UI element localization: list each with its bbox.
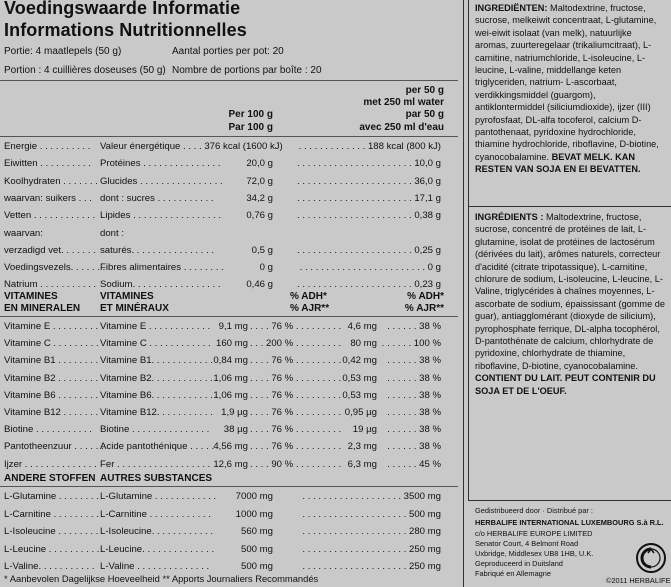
nutrient-row	[0, 261, 455, 275]
other-name-nl: L-Leucine . . . . . . . . . .	[4, 543, 100, 555]
serving-size-fr: Portion : 4 cuillières doseuses (50 g)	[4, 65, 166, 76]
vitamin-per50-pct: . . . . . . 100 %	[381, 338, 441, 350]
nutrient-per100: 72,0 g	[246, 175, 273, 187]
copyright: ©2011 HERBALIFE	[606, 576, 671, 585]
vitamin-per100-pct: . . . . 76 % . . . . . . . . .	[250, 321, 342, 332]
vitamin-per50-pct: . . . . . . 38 %	[387, 407, 441, 418]
vit-header-adh-2: % ADH*	[407, 291, 444, 302]
vit-header-ajr: % AJR**	[290, 303, 330, 314]
nutrient-name-nl: waarvan: suikers . . .	[4, 192, 92, 204]
vitamin-name-fr: Acide pantothénique . . . . .	[100, 441, 215, 453]
vitamin-per100-pct: . . . . 76 % . . . . . . . . .	[250, 372, 342, 384]
vitamin-row	[0, 458, 455, 472]
other-substance-row	[0, 525, 455, 539]
nutrient-row	[0, 244, 455, 258]
vitamin-row	[0, 337, 455, 351]
divider	[0, 136, 458, 137]
nutrient-name-fr: Glucides . . . . . . . . . . . . . . . .	[100, 175, 223, 187]
vitamin-per100-pct: . . . . 76 % . . . . . . . . .	[250, 407, 342, 418]
vit-header-nl-2: EN MINERALEN	[4, 303, 81, 314]
divider	[468, 206, 671, 207]
nutrient-name-fr: saturés. . . . . . . . . . . . . . . .	[100, 244, 215, 256]
vitamin-row	[0, 320, 455, 334]
vitamin-per100-pct: . . . . 76 % . . . . . . . . .	[250, 389, 342, 401]
vitamin-per100-pct: . . . . 76 % . . . . . . . . .	[250, 424, 342, 436]
vitamin-name-nl: Biotine . . . . . . . . . . .	[4, 424, 92, 436]
vitamin-per50-pct: . . . . . . 45 %	[387, 458, 441, 470]
vitamin-name-nl: Vitamine B6 . . . . . . . .	[4, 389, 99, 401]
vitamin-per50: 0,42 mg	[342, 355, 377, 367]
vitamin-per100: 4,56 mg	[213, 441, 248, 453]
nutrient-per50: . . . . . . . . . . . . . . . . . . . . . . 0,25 g	[297, 244, 441, 256]
servings-count-nl: Aantal porties per pot: 20	[172, 46, 284, 57]
vitamin-row	[0, 406, 455, 420]
vit-header-fr-2: ET MINÉRAUX	[100, 303, 169, 314]
ingredients-nl	[475, 2, 667, 176]
col-header-par50-1: par 50 g	[405, 109, 444, 120]
column-separator	[463, 0, 464, 587]
nutrient-per50: . . . . . . . . . . . . . . . . . . . . . . 36,0 g	[297, 175, 441, 187]
other-per100: 1000 mg	[235, 508, 273, 520]
nutrient-per50: . . . . . . . . . . . . . . . . . . . . . . 0,23 g	[297, 279, 441, 291]
col-header-per100-nl: Per 100 g	[228, 109, 273, 120]
vit-header-adh: % ADH*	[290, 291, 327, 302]
footnote: * Aanbevolen Dagelijkse Hoeveelheid ** Apports Journaliers Recommandés	[4, 573, 319, 584]
nutrient-per100: 0 g	[259, 262, 273, 274]
vitamin-name-fr: Vitamine B1. . . . . . . . . . . .	[100, 355, 213, 367]
other-substance-row	[0, 543, 455, 557]
vitamin-name-fr: Vitamine B6. . . . . . . . . . . .	[100, 389, 213, 401]
ingredients-nl-text: Maltodextrine, fructose, sucrose, melkeiwit concentraat, L-glutamine, wei-eiwit isolaat (van melk), natuurlijke aromas, zuurteregelaar (trikaliumcitraat), L-carnitine, natriumchloride, L-isoleucine, L-leucine, L-valine, middellange keten triglyceriden, natrium- L-ascorbaat, verdikkingsmiddel (guargom), antiklontermiddel (siliciumdioxide), ijzer (III) pyrofosfaat, DL-alfa tocoferol, calcium D-pantothenaat, pyridoxine hydrochloride, thiamine hydrochloride, riboflavine, D-biotine, cyanocobalamine.	[475, 3, 659, 162]
other-name-nl: L-Carnitine . . . . . . . . .	[4, 508, 99, 520]
title-dutch: Voedingswaarde Informatie	[4, 0, 241, 18]
nutrient-row	[0, 140, 455, 154]
title-french: Informations Nutritionnelles	[4, 20, 247, 40]
vitamin-name-fr: Fer . . . . . . . . . . . . . . . . . .	[100, 458, 211, 470]
nutrient-name-nl: verzadigd vet. . . . . . .	[4, 244, 96, 256]
vitamin-per100-pct: . . . 200 % . . . . . . . . .	[250, 338, 342, 350]
nutrient-row	[0, 157, 455, 171]
col-header-per50-water-2: met 250 ml water	[363, 97, 444, 108]
vitamin-name-nl: Vitamine B1 . . . . . . . .	[4, 355, 99, 367]
vitamin-per50: 6,3 mg	[347, 458, 377, 470]
ingredients-fr	[475, 211, 667, 397]
distributor-address-5: Fabriqué en Allemagne	[475, 569, 552, 578]
other-name-fr: L-Glutamine . . . . . . . . . . . .	[100, 491, 217, 502]
divider	[0, 316, 458, 317]
vitamin-per100-pct: . . . . 76 % . . . . . . . . .	[250, 355, 342, 367]
nutrient-name-nl: Eiwitten . . . . . . . . . .	[4, 158, 91, 170]
vitamin-per100: 160 mg	[216, 338, 248, 350]
vitamin-row	[0, 372, 455, 386]
ingredients-fr-allergen: CONTIENT DU LAIT. PEUT CONTENIR DU SOJA ET DE L'OEUF.	[475, 373, 656, 396]
vitamin-name-nl: Vitamine E . . . . . . . . .	[4, 321, 99, 332]
nutrient-name-nl: Energie . . . . . . . . . .	[4, 141, 91, 152]
nutrient-per50: . . . . . . . . . . . . . . . . . . . . . . 0,38 g	[297, 210, 441, 222]
distributor-address-4: Geproduceerd in Duitsland	[475, 559, 563, 568]
nutrient-per100: 0,46 g	[246, 279, 273, 291]
other-substance-row	[0, 490, 455, 504]
vitamin-per50-pct: . . . . . . 38 %	[387, 355, 441, 367]
other-substance-row	[0, 508, 455, 522]
green-dot-recycle-icon	[636, 543, 666, 573]
other-header-fr: AUTRES SUBSTANCES	[100, 473, 213, 484]
vit-header-fr-1: VITAMINES	[100, 291, 154, 302]
col-header-par50-2: avec 250 ml d'eau	[359, 122, 444, 133]
nutrient-name-fr: dont :	[100, 227, 125, 239]
nutrient-per50: . . . . . . . . . . . . . . . . . . . . . . 17,1 g	[297, 192, 441, 204]
vitamin-row	[0, 440, 455, 454]
vitamin-per100: 1,06 mg	[213, 389, 248, 401]
col-header-per50-water-1: per 50 g	[405, 85, 444, 96]
vitamin-per100: 0,84 mg	[213, 355, 248, 367]
nutrient-per100: 34,2 g	[246, 192, 273, 204]
other-per50: . . . . . . . . . . . . . . . . . . . . 250 mg	[302, 561, 441, 573]
nutrient-per50: . . . . . . . . . . . . . . . . . . . . . . . . 0 g	[299, 262, 441, 274]
vit-header-ajr-2: % AJR**	[404, 303, 444, 314]
nutrient-name-fr: Lipides . . . . . . . . . . . . . . . . .	[100, 210, 222, 222]
vitamin-name-nl: Vitamine C . . . . . . . . .	[4, 338, 99, 350]
nutrient-per100: 0,76 g	[246, 210, 273, 222]
nutrient-name-fr: Sodium. . . . . . . . . . . . . . . . .	[100, 279, 221, 291]
vitamin-name-nl: Vitamine B12 . . . . . . .	[4, 407, 99, 418]
ingredients-nl-label: INGREDIËNTEN:	[475, 3, 548, 13]
vitamin-per100: 1,9 µg	[221, 407, 248, 418]
other-name-fr: L-Carnitine . . . . . . . . . . . .	[100, 508, 211, 520]
other-per100: 560 mg	[241, 526, 273, 538]
vitamin-name-fr: Vitamine E . . . . . . . . . . . .	[100, 321, 211, 332]
vitamin-row	[0, 389, 455, 403]
vitamin-name-nl: Ijzer . . . . . . . . . . . . . .	[4, 458, 97, 470]
divider	[0, 80, 458, 81]
nutrient-row	[0, 175, 455, 189]
vitamin-per50: 0,53 mg	[342, 372, 377, 384]
vit-header-nl-1: VITAMINES	[4, 291, 58, 302]
vitamin-per100-pct: . . . . 90 % . . . . . . . . .	[250, 458, 342, 470]
other-per50: . . . . . . . . . . . . . . . . . . . . 250 mg	[302, 543, 441, 555]
other-name-fr: L-Isoleucine. . . . . . . . . . . .	[100, 526, 214, 538]
ingredients-fr-text: Maltodextrine, fructose, sucrose, concentré de protéines de lait, L-glutamine, isolat de protéines de lactosérum (dérivées du lait), arômes naturels, correcteur d'acidité (citrate tripotassique), L-carnitine, chlorure de sodium, L-isoleucine, L-leucine, L-Valine, triglycérides à chaînes moyennes, L-ascorbate de sodium, épaississant (gomme de guar), antiagglomérant (dioxyde de silicium), pyrophosphate ferrique, DL-alpha tocophérol, D-pantothénate de calcium, chlorhydrate de pyridoxine, chlorhydrate de thiamine, riboflavine, D-biotine, cyanocobalamine.	[475, 212, 665, 371]
nutrient-name-fr: Fibres alimentaires . . . . . . . .	[100, 262, 224, 274]
nutrient-name-nl: Vetten . . . . . . . . . . . .	[4, 210, 96, 222]
other-name-nl: L-Isoleucine . . . . . . . .	[4, 526, 99, 538]
vitamin-per50-pct: . . . . . . 38 %	[387, 321, 441, 332]
nutrient-row	[0, 278, 455, 292]
divider	[0, 486, 458, 487]
vitamin-per50-pct: . . . . . . 38 %	[387, 389, 441, 401]
vitamin-row	[0, 423, 455, 437]
vitamin-per50: 0,53 mg	[342, 389, 377, 401]
vitamin-per50-pct: . . . . . . 38 %	[387, 372, 441, 384]
other-header-nl: ANDERE STOFFEN	[4, 473, 96, 484]
vitamin-per50: 2,3 mg	[347, 441, 377, 453]
distributor-address-3: Uxbridge, Middlesex UB8 1HB, U.K.	[475, 549, 594, 558]
nutrient-per100: 20,0 g	[246, 158, 273, 170]
other-per100: 7000 mg	[235, 491, 273, 502]
other-per100: 500 mg	[241, 561, 273, 573]
nutrient-name-fr: Protéines . . . . . . . . . . . . . . .	[100, 158, 221, 170]
nutrient-per50: . . . . . . . . . . . . . . . . . . . . . . 10,0 g	[297, 158, 441, 170]
nutrient-name-fr: Valeur énergétique . . . . 376 kcal (1600 kJ)	[100, 141, 283, 152]
column-separator-inner	[468, 0, 469, 500]
vitamin-row	[0, 354, 455, 368]
vitamin-name-nl: Pantotheenzuur . . . . . .	[4, 441, 104, 453]
ingredients-nl-allergen: BEVAT MELK. KAN RESTEN VAN SOJA EN EI BEVATTEN.	[475, 151, 641, 175]
other-name-nl: L-Glutamine . . . . . . . .	[4, 491, 99, 502]
nutrient-name-nl: Voedingsvezels. . . . . . .	[4, 262, 106, 274]
nutrient-name-nl: Koolhydraten . . . . . . .	[4, 175, 98, 187]
other-per50: . . . . . . . . . . . . . . . . . . . . 500 mg	[302, 508, 441, 520]
vitamin-per100: 12,6 mg	[213, 458, 248, 470]
vitamin-name-fr: Vitamine B2. . . . . . . . . . . .	[100, 372, 213, 384]
nutrient-per100: 0,5 g	[251, 244, 273, 256]
other-name-nl: L-Valine. . . . . . . . . . .	[4, 561, 95, 573]
vitamin-per50-pct: . . . . . . 38 %	[387, 441, 441, 453]
vitamin-per100: 38 µg	[223, 424, 248, 436]
nutrient-name-nl: waarvan:	[4, 227, 43, 239]
serving-size-nl: Portie: 4 maatlepels (50 g)	[4, 46, 122, 57]
vitamin-per50: 80 mg	[350, 338, 377, 350]
nutrient-row	[0, 209, 455, 223]
vitamin-name-nl: Vitamine B2 . . . . . . . .	[4, 372, 99, 384]
vitamin-per100: 9,1 mg	[218, 321, 248, 332]
distributor-address-1: c/o HERBALIFE EUROPE LIMITED	[475, 529, 593, 538]
other-per100: 500 mg	[241, 543, 273, 555]
vitamin-per50: 0,95 µg	[344, 407, 377, 418]
nutrient-per50: . . . . . . . . . . . . . 188 kcal (800 kJ)	[298, 141, 441, 152]
nutrient-row	[0, 192, 455, 206]
ingredients-fr-label: INGRÉDIENTS :	[475, 212, 544, 222]
vitamin-per100: 1,06 mg	[213, 372, 248, 384]
vitamin-name-fr: Vitamine B12. . . . . . . . . . .	[100, 407, 213, 418]
vitamin-per50-pct: . . . . . . 38 %	[387, 424, 441, 436]
distributor-name: HERBALIFE INTERNATIONAL LUXEMBOURG S.à R.L.	[475, 518, 664, 527]
other-name-fr: L-Leucine. . . . . . . . . . . . . .	[100, 543, 215, 555]
vitamin-name-fr: Vitamine C . . . . . . . . . . . .	[100, 338, 211, 350]
col-header-per100-fr: Par 100 g	[228, 122, 273, 133]
vitamin-per50: 19 µg	[352, 424, 377, 436]
servings-count-fr: Nombre de portions par boîte : 20	[172, 65, 322, 76]
distributor-address-2: Senator Court, 4 Belmont Road	[475, 539, 579, 548]
divider	[468, 500, 671, 501]
other-per50: . . . . . . . . . . . . . . . . . . . . 280 mg	[302, 526, 441, 538]
distributor-line: Gedistribueerd door · Distribué par :	[475, 506, 593, 515]
nutrient-name-nl: Natrium . . . . . . . . . . .	[4, 279, 97, 291]
vitamin-name-fr: Biotine . . . . . . . . . . . . . . .	[100, 424, 210, 436]
nutrient-row	[0, 227, 455, 241]
vitamin-per100-pct: . . . . 76 % . . . . . . . . .	[250, 441, 342, 453]
vitamin-per50: 4,6 mg	[347, 321, 377, 332]
other-name-fr: L-Valine . . . . . . . . . . . . . .	[100, 561, 210, 573]
nutrient-name-fr: dont : sucres . . . . . . . . . . .	[100, 192, 214, 204]
other-per50: . . . . . . . . . . . . . . . . . . . 3500 mg	[302, 491, 441, 502]
